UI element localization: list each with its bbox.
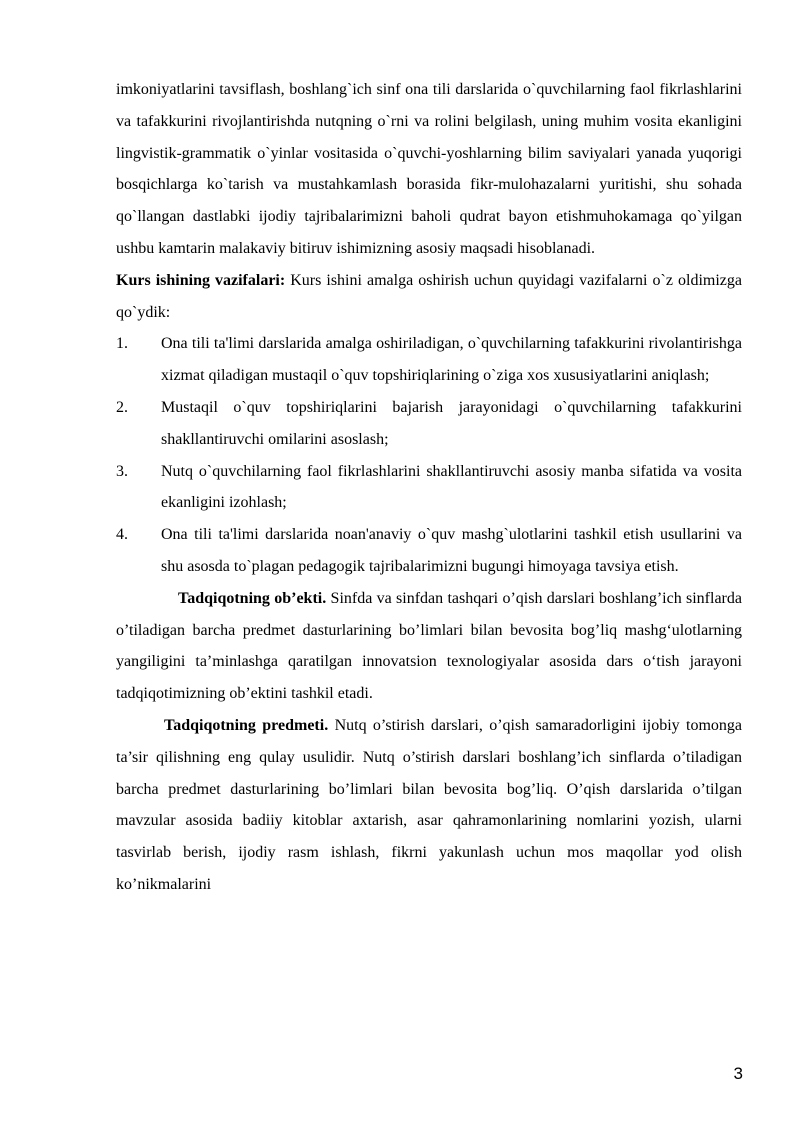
task-item bbox=[116, 328, 742, 392]
subject-label: Tadqiqotning predmeti. bbox=[164, 716, 329, 734]
object-paragraph bbox=[116, 583, 742, 710]
task-item bbox=[116, 519, 742, 583]
tasks-text: Kurs ishini amalga oshirish uchun quyidagi vazifalarni o`z oldimizga qo`ydik: bbox=[116, 271, 742, 321]
task-item bbox=[116, 392, 742, 456]
tasks-paragraph bbox=[116, 265, 742, 329]
task-number: 2. bbox=[116, 398, 128, 416]
task-text: Ona tili ta'limi darslarida amalga oshiriladigan, o`quvchilarning tafakkurini rivolantirishga xizmat qiladigan mustaqil o`quv topshiriqlarining o`ziga xos xususiyatlarini aniqlash; bbox=[161, 335, 742, 385]
page-content bbox=[116, 74, 742, 901]
intro-paragraph: imkoniyatlarini tavsiflash, boshlang`ich sinf ona tili darslarida o`quvchilarning faol fikrlashlarini va tafakkurini rivojlantirishda nutqning o`rni va rolini belgilash, uning muhim vosita ekanligini lingvistik-grammatik o`yinlar vositasida o`quvchi-yoshlarning bilim saviyalari yanada yuqorigi bosqichlarga ko`tarish va mustahkamlash borasida fikr-mulohazalarni yuritishi, shu sohada qo`llangan dastlabki ijodiy tajribalarimizni baholi qudrat bayon etishmuhokamaga qo`yilgan ushbu kamtarin malakaviy bitiruv ishimizning asosiy maqsadi hisoblanadi. bbox=[116, 81, 742, 257]
subject-paragraph bbox=[116, 710, 742, 901]
page-number: 3 bbox=[733, 1064, 743, 1083]
task-text: Ona tili ta'limi darslarida noan'anaviy o`quv mashg`ulotlarini tashkil etish usullarini va shu asosda to`plagan pedagogik tajribalarimizni bugungi himoyaga tavsiya etish. bbox=[161, 526, 742, 575]
task-text: Mustaqil o`quv topshiriqlarini bajarish jarayonidagi o`quvchilarning tafakkurini shakllantiruvchi omilarini asoslash; bbox=[161, 398, 742, 448]
tasks-label: Kurs ishining vazifalari: bbox=[116, 271, 286, 289]
task-number: 1. bbox=[116, 335, 128, 353]
task-number: 4. bbox=[116, 526, 128, 544]
task-text: Nutq o`quvchilarning faol fikrlashlarini shakllantiruvchi asosiy manba sifatida va vosita ekanligini izohlash; bbox=[161, 462, 742, 512]
task-item bbox=[116, 456, 742, 520]
object-label: Tadqiqotning ob’ekti. bbox=[178, 589, 327, 607]
task-number: 3. bbox=[116, 462, 128, 480]
object-text: Sinfda va sinfdan tashqari o’qish darslari boshlang’ich sinflarda o’tiladigan barcha predmet dasturlarining bo’limlari bilan bevosita bog’liq mashg‘ulotlarning yangiligini ta’minlashga qaratilgan innovatsion texnologiyalar asosida dars o‘tish jarayoni tadqiqotimizning ob’ektini tashkil etadi. bbox=[116, 589, 742, 703]
subject-text: Nutq o’stirish darslari, o’qish samaradorligini ijobiy tomonga ta’sir qilishning eng qulay usulidir. Nutq o’stirish darslari boshlang’ich sinflarda o’tiladigan barcha predmet dasturlarining bo’limlari bilan bevosita bog’liq. O’qish darslarida o’tilgan mavzular asosida badiiy kitoblar axtarish, asar qahramonlarining nomlarini yozish, ularni tasvirlab berish, ijodiy rasm ishlash, fikrni yakunlash uchun mos maqollar yod olish ko’nikmalarini bbox=[116, 716, 743, 893]
